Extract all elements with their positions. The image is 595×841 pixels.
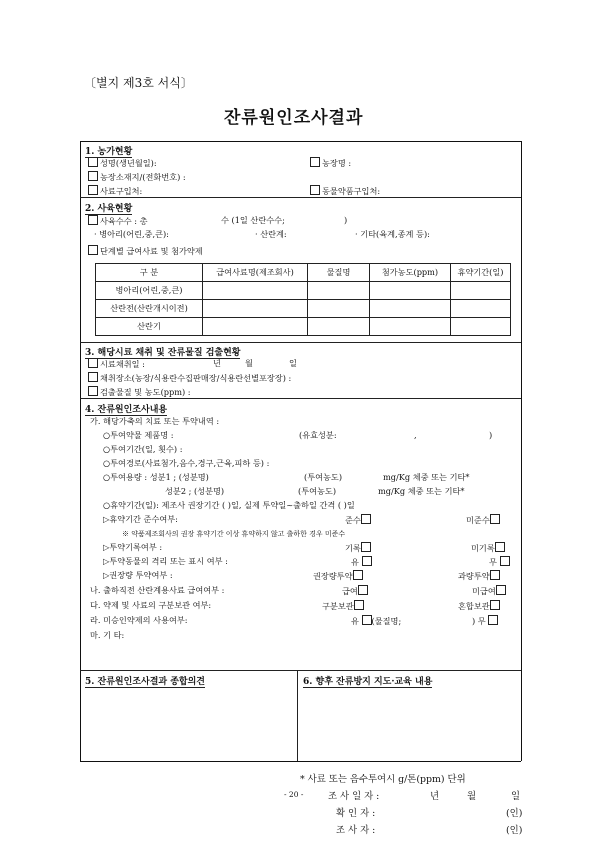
- feed-seller-row: 사료구입처:: [88, 185, 142, 197]
- checkbox[interactable]: [354, 600, 364, 610]
- recommend-no: 과량투약: [458, 570, 500, 582]
- section1-heading: 1. 농가현황: [85, 144, 132, 158]
- recommend-label: ▷권장량 투약여부 :: [103, 570, 173, 580]
- table-cell[interactable]: [308, 318, 370, 336]
- record-no: 미기록: [471, 542, 505, 554]
- dose1-name: ○투여용량 : 성분1 ; (성분명): [103, 472, 209, 482]
- table-cell[interactable]: [370, 282, 451, 300]
- confirmer-seal: (인): [506, 808, 523, 819]
- table-row: [96, 282, 511, 300]
- checkbox[interactable]: [362, 556, 372, 566]
- other-label: 마. 기 타:: [90, 630, 125, 640]
- checkbox[interactable]: [490, 514, 500, 524]
- comply-label: ▷휴약기간 준수여부:: [103, 514, 178, 524]
- recommend-yes: 권장량투약: [313, 570, 363, 582]
- table-cell[interactable]: [451, 300, 511, 318]
- checkbox[interactable]: [490, 600, 500, 610]
- count-row: 사육수수 : 총: [88, 215, 148, 227]
- checkbox[interactable]: [88, 372, 98, 382]
- pre-ship-feed-label: 나. 출하직전 산란계용사료 급여여부 :: [90, 585, 225, 595]
- survey-day: 일: [511, 791, 521, 802]
- active-label: (유효성분:: [299, 430, 337, 440]
- pre-ship-yes: 급여: [342, 585, 368, 597]
- checkbox[interactable]: [496, 585, 506, 595]
- table-cell[interactable]: [203, 282, 308, 300]
- checkbox[interactable]: [88, 245, 98, 255]
- section6-heading: 6. 향후 잔류방지 지도·교육 내용: [303, 674, 432, 688]
- table-cell[interactable]: [308, 282, 370, 300]
- dose2-conc: (투여농도): [298, 486, 337, 496]
- comply-note: ※ 약품제조회사의 권장 휴약기간 이상 휴약하지 않고 출하한 경우 미준수: [122, 530, 346, 538]
- dose2-unit: mg/Kg 체중 또는 기타*: [378, 486, 465, 496]
- feed-table: [95, 263, 511, 336]
- form-label: 〔별지 제3호 서식〕: [84, 76, 193, 90]
- treatment-history: 가. 해당가축의 치료 또는 투약내역 :: [90, 416, 220, 426]
- checkbox[interactable]: [361, 542, 371, 552]
- isolate-no: 무: [489, 556, 510, 568]
- farm-name-row: 농장명 :: [310, 157, 351, 169]
- storage-yes: 구분보관: [322, 600, 364, 612]
- sample-day: 일: [289, 358, 297, 368]
- record-label: ▷투약기록여부 :: [103, 542, 163, 552]
- chick-label: · 병아리(어린,중,큰):: [94, 229, 169, 239]
- checkbox[interactable]: [353, 570, 363, 580]
- isolate-label: ▷투약동물의 격리 또는 표시 여부 :: [103, 556, 228, 566]
- comply-yes: 준수: [345, 514, 371, 526]
- drug-seller-row: 동물약품구입처:: [310, 185, 380, 197]
- period-label: ○투여기간(일, 횟수) :: [103, 444, 183, 454]
- dose1-unit: mg/Kg 체중 또는 기타*: [383, 472, 470, 482]
- unapproved-yes: 유 (물질명;: [351, 616, 402, 626]
- unapproved-no: ) 무: [472, 615, 498, 627]
- table-cell[interactable]: [370, 300, 451, 318]
- sample-date-row: 시료채취일 :: [88, 358, 145, 370]
- table-cell[interactable]: [451, 282, 511, 300]
- dose2-name: 성분2 ; (성분명): [165, 486, 225, 496]
- storage-label: 다. 약제 및 사료의 구분보관 여부:: [90, 600, 212, 610]
- row-label: 병아리(어린,중,큰): [96, 282, 203, 300]
- withdraw-label: ○휴약기간(일): 제조사 권장기간 ( )일, 실제 투약일~출하일 간격 ( )일: [103, 500, 355, 510]
- checkbox[interactable]: [358, 585, 368, 595]
- address-row: 농장소재지/(전화번호) :: [88, 171, 186, 183]
- investigator-seal: (인): [506, 825, 523, 836]
- table-cell[interactable]: [203, 318, 308, 336]
- checkbox[interactable]: [490, 570, 500, 580]
- checkbox[interactable]: [310, 185, 320, 195]
- table-row: [96, 300, 511, 318]
- storage-no: 혼합보관: [458, 600, 500, 612]
- name-row: 성명(생년월일):: [88, 157, 157, 169]
- layer-label: · 산란계:: [255, 229, 287, 239]
- table-row: [96, 318, 511, 336]
- pre-ship-no: 미급여: [472, 585, 506, 597]
- isolate-yes: 유: [351, 556, 372, 568]
- route-label: ○투여경로(사료첨가,음수,경구,근육,피하 등) :: [103, 458, 270, 468]
- stage-feed-row: 단계별 급여사료 및 첨가약제: [88, 245, 203, 257]
- table-header: 첨가농도(ppm): [370, 264, 451, 282]
- checkbox[interactable]: [310, 157, 320, 167]
- survey-year: 년: [430, 791, 440, 802]
- active-close: ): [489, 430, 493, 440]
- sample-year: 년: [213, 358, 221, 368]
- record-yes: 기록: [345, 542, 371, 554]
- checkbox[interactable]: [362, 615, 372, 625]
- survey-date-label: 조 사 일 자 :: [328, 791, 380, 802]
- table-cell[interactable]: [451, 318, 511, 336]
- dose1-conc: (투여농도): [304, 472, 343, 482]
- table-header: 휴약기간(일): [451, 264, 511, 282]
- checkbox[interactable]: [88, 358, 98, 368]
- checkbox[interactable]: [495, 542, 505, 552]
- checkbox[interactable]: [361, 514, 371, 524]
- count-per-day: 수 (1일 산란수수;: [221, 215, 285, 225]
- section4-heading: 4. 잔류원인조사내용: [85, 402, 167, 416]
- section2-heading: 2. 사육현황: [85, 201, 132, 215]
- table-header: 급여사료명(제조회사): [203, 264, 308, 282]
- count-close: ): [344, 215, 348, 225]
- section5-heading: 5. 잔류원인조사결과 종합의견: [85, 674, 205, 688]
- checkbox[interactable]: [88, 386, 98, 396]
- unapproved-label: 라. 미승인약제의 사용여부:: [90, 615, 188, 625]
- checkbox[interactable]: [500, 556, 510, 566]
- checkbox[interactable]: [88, 157, 98, 167]
- sample-month: 월: [245, 358, 253, 368]
- sample-place-row: 채취장소(농장/식용란수집판매장/식용란선별포장장) :: [88, 372, 291, 384]
- section3-heading: 3. 해당시료 채취 및 잔류물질 검출현황: [85, 345, 240, 359]
- unit-note: * 사료 또는 음수투여시 g/톤(ppm) 단위: [300, 774, 466, 785]
- product-label: ○투여약물 제품명 :: [103, 430, 174, 440]
- table-cell[interactable]: [370, 318, 451, 336]
- investigator-label: 조 사 자 :: [336, 825, 376, 836]
- checkbox[interactable]: [88, 215, 98, 225]
- table-cell[interactable]: [203, 300, 308, 318]
- other-label: · 기타(육계,종계 등):: [355, 229, 430, 239]
- page-title: 잔류원인조사결과: [224, 108, 364, 128]
- page-number: - 20 -: [284, 790, 304, 799]
- substance-row: 검출물질 및 농도(ppm) :: [88, 386, 191, 398]
- confirmer-label: 확 인 자 :: [336, 808, 376, 819]
- active-comma: ,: [414, 430, 417, 440]
- table-header: 구 분: [96, 264, 203, 282]
- checkbox[interactable]: [88, 171, 98, 181]
- table-cell[interactable]: [308, 300, 370, 318]
- row-label: 산란전(산란개시이전): [96, 300, 203, 318]
- row-label: 산란기: [96, 318, 203, 336]
- checkbox[interactable]: [88, 185, 98, 195]
- checkbox[interactable]: [488, 615, 498, 625]
- comply-no: 미준수: [466, 514, 500, 526]
- survey-month: 월: [467, 791, 477, 802]
- table-header: 물질명: [308, 264, 370, 282]
